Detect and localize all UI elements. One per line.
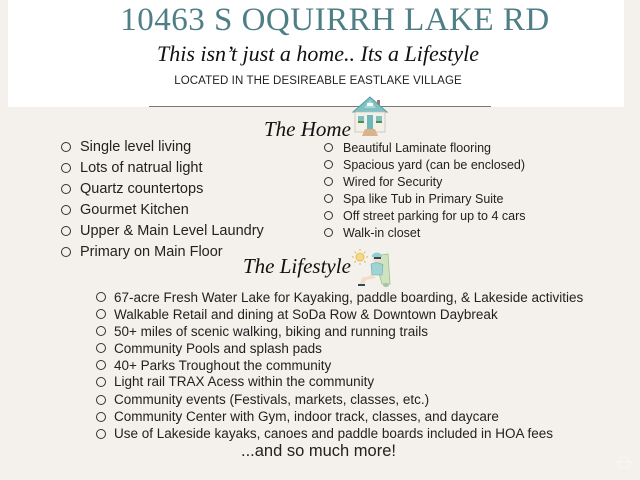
circle-bullet-icon [96, 292, 106, 302]
tagline: This isn’t just a home.. Its a Lifestyle [156, 41, 480, 66]
list-item-label: Wired for Security [343, 174, 443, 189]
list-item-label: Spacious yard (can be enclosed) [343, 157, 526, 172]
list-item [324, 139, 526, 156]
list-item-label: Quartz countertops [80, 180, 204, 197]
list-item [324, 207, 526, 224]
circle-bullet-icon [324, 177, 333, 186]
list-item-label: Spa like Tub in Primary Suite [343, 191, 504, 206]
list-item [324, 156, 526, 173]
home-section-title: The Home [264, 117, 351, 141]
list-item-label: Use of Lakeside kayaks, canoes and paddle boards included in HOA fees [114, 426, 554, 442]
house-watermark-icon [616, 455, 632, 474]
circle-bullet-icon [96, 412, 106, 422]
list-item-label: 40+ Parks Troughout the community [114, 357, 332, 373]
closing-text: ...and so much more! [241, 442, 396, 460]
location-subtitle: LOCATED IN THE DESIREABLE EASTLAKE VILLAGE [174, 75, 462, 87]
lifestyle-section-title: The Lifestyle [243, 254, 351, 278]
list-item [61, 199, 264, 220]
circle-bullet-icon [61, 184, 71, 194]
list-item-label: Beautiful Laminate flooring [343, 140, 492, 155]
circle-bullet-icon [96, 429, 106, 439]
circle-bullet-icon [324, 160, 333, 169]
list-item [324, 224, 526, 241]
list-item [96, 357, 583, 374]
property-address-title: 10463 S OQUIRRH LAKE RD [120, 2, 550, 38]
list-item [96, 289, 583, 306]
list-item-label: Community events (Festivals, markets, classes, etc.) [114, 392, 430, 408]
list-item-label: Walk-in closet [343, 225, 421, 240]
home-features-right [324, 139, 526, 241]
list-item-label: Primary on Main Floor [80, 244, 223, 261]
circle-bullet-icon [96, 395, 106, 405]
circle-bullet-icon [61, 163, 71, 173]
header-divider [149, 106, 491, 107]
list-item-label: Upper & Main Level Laundry [80, 222, 264, 239]
list-item [96, 373, 583, 390]
circle-bullet-icon [324, 194, 333, 203]
circle-bullet-icon [96, 343, 106, 353]
list-item [61, 158, 264, 179]
list-item [324, 173, 526, 190]
circle-bullet-icon [61, 247, 71, 257]
list-item [96, 323, 583, 340]
list-item [96, 340, 583, 357]
lifestyle-features [96, 289, 583, 442]
list-item [96, 306, 583, 323]
list-item-label: Off street parking for up to 4 cars [343, 208, 526, 223]
list-item-label: Walkable Retail and dining at SoDa Row & Downtown Daybreak [114, 306, 498, 322]
list-item-label: Gourmet Kitchen [80, 201, 189, 218]
list-item [61, 220, 264, 241]
circle-bullet-icon [96, 309, 106, 319]
circle-bullet-icon [324, 228, 333, 237]
circle-bullet-icon [61, 226, 71, 236]
list-item [324, 190, 526, 207]
circle-bullet-icon [96, 360, 106, 370]
list-item-label: Community Center with Gym, indoor track, classes, and daycare [114, 409, 499, 425]
circle-bullet-icon [61, 205, 71, 215]
list-item [61, 242, 264, 263]
list-item [96, 408, 583, 425]
list-item-label: Light rail TRAX Acess within the community [114, 374, 375, 390]
list-item-label: Single level living [80, 139, 192, 156]
list-item [61, 137, 264, 158]
house-icon [350, 96, 390, 143]
list-item [96, 391, 583, 408]
circle-bullet-icon [324, 211, 333, 220]
list-item [96, 425, 583, 442]
circle-bullet-icon [324, 143, 333, 152]
list-item-label: Community Pools and splash pads [114, 340, 322, 356]
lounging-person-sun-icon [352, 248, 392, 293]
list-item [61, 179, 264, 200]
list-item-label: Lots of natrual light [80, 160, 203, 177]
circle-bullet-icon [96, 326, 106, 336]
list-item-label: 67-acre Fresh Water Lake for Kayaking, paddle boarding, & Lakeside activities [114, 289, 584, 305]
list-item-label: 50+ miles of scenic walking, biking and running trails [114, 323, 429, 339]
home-features-left [61, 137, 264, 263]
circle-bullet-icon [96, 377, 106, 387]
circle-bullet-icon [61, 142, 71, 152]
